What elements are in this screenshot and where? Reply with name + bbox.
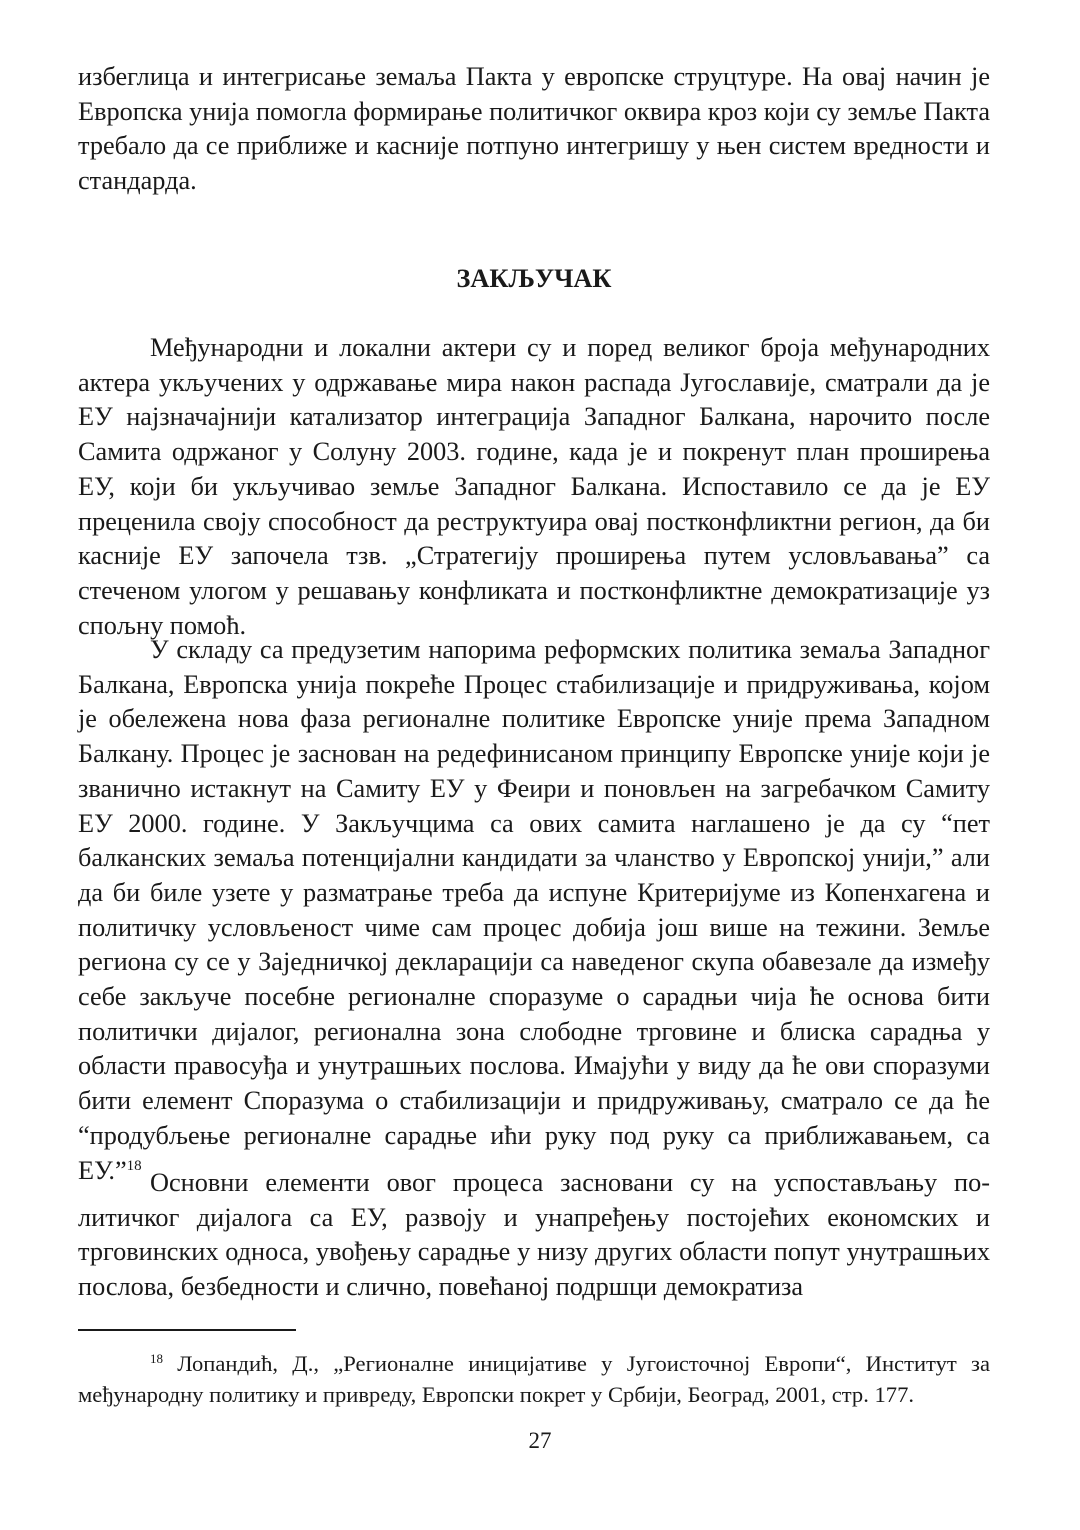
intro-paragraph: избеглица и интегрисање земаља Пакта у европске струцтуре. На овај начин је Европска унија помогла формирање политичког оквира кроз који су земље Пакта требало да се приближе и касније потпуно интегришу у њен систем вредности и стандарда.	[78, 62, 990, 196]
body-paragraph-2	[78, 633, 990, 1188]
footnote-separator	[78, 1329, 296, 1331]
footnote	[78, 1349, 990, 1410]
section-heading: ЗАКЉУЧАК	[456, 264, 612, 293]
page-number: 27	[528, 1428, 552, 1453]
body-paragraph-3: Основни елементи овог процеса засновани су на успостављању политичког дијалога са ЕУ, развоју и унапређењу постојећих економских и трговинских односа, увођењу сарадње у низу других области попут унутрашњих послова, безбедности и слично, повећаној подршци демократиза	[78, 1168, 990, 1302]
footnote-number: 18	[150, 1351, 163, 1366]
footnote-text: Лопандић, Д., „Регионалне иницијативе у Југоисточној Европи“, Институт за међународну политику и привреду, Европски покрет у Србији, Београд, 2001, стр. 177.	[78, 1351, 990, 1407]
footnote-reference[interactable]: 18	[126, 1157, 142, 1174]
body-paragraph-1: Међународни и локални актери су и поред великог броја међународних актера укључених у одржавање мира након распада Југославије, сматрали да је ЕУ најзначајнији катализатор интеграција Западног Балкана, нарочито после Самита одржаног у Солуну 2003. године, када је и покренут план проширења ЕУ, који би укључивао земље Западног Балкана. Испоставило се да је ЕУ преценила своју способност да реструктуира овај постконфликтни регион, да би касније ЕУ започела тзв. „Стратегију проширења путем условљавања” са стеченом улогом у решавању конфликата и постконфликтне демократизације уз спољну помоћ.	[78, 333, 990, 640]
body-paragraph-2-text: У складу са предузетим напорима реформских политика земаља Западног Балкана, Европска унија покреће Процес стабилизације и придруживања, којом је обележена нова фаза регионалне политике Европске уније према Западном Балкану. Процес је заснован на редефинисаном принципу Европске уније који је званично истакнут на Самиту ЕУ у Феири и поновљен на загребачком Самиту ЕУ 2000. године. У Закључцима са ових самита наглашено је да су “пет балканских земаља потенцијални кандидати за чланство у Европској унији,” али да би биле узете у разматрање треба да испуне Критеријуме из Копенхагена и политичку условљеност чиме сам процес добија још више на тежини. Земље региона су се у Заједничкој декларацији са наведеног скупа обавезале да између себе закључе посебне регионалне споразуме о сарадњи чија ће основа бити политички дијалог, регионална зона слободне трговине и блиска сарадња у области правосуђа и унутрашњих послова. Имајући у виду да ће ови споразуми бити елемент Споразума о стабилизацији и придруживању, сматрало се да ће “продубљење регионалне сарадње ићи руку под руку са приближавањем, са ЕУ.”	[78, 635, 990, 1185]
